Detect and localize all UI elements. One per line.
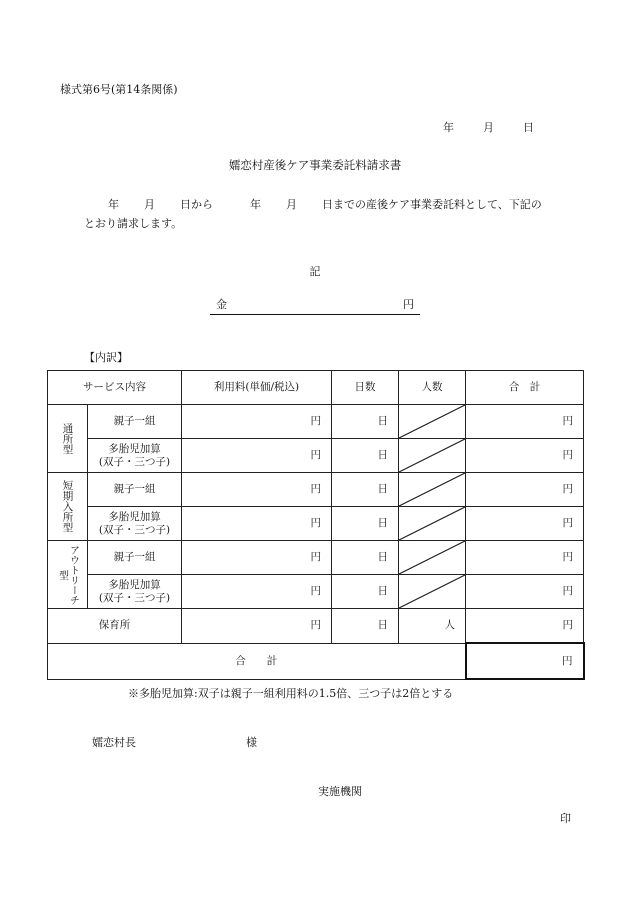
persons-cell-crossed bbox=[399, 405, 466, 439]
persons-cell-crossed bbox=[399, 439, 466, 473]
header-persons: 人数 bbox=[399, 371, 466, 405]
addressee-honorific: 様 bbox=[246, 736, 257, 749]
grand-total-cell: 円 bbox=[466, 643, 584, 679]
days-cell: 日 bbox=[332, 507, 399, 541]
item-label: 親子一組 bbox=[88, 405, 182, 439]
header-fee: 利用料(単価/税込) bbox=[182, 371, 332, 405]
table-row bbox=[48, 473, 584, 507]
total-cell: 円 bbox=[466, 405, 584, 439]
days-cell: 日 bbox=[332, 609, 399, 644]
addressee-name: 嬬恋村長 bbox=[92, 736, 136, 749]
persons-cell-crossed bbox=[399, 541, 466, 575]
days-cell: 日 bbox=[332, 541, 399, 575]
breakdown-table bbox=[47, 370, 585, 680]
fee-cell: 円 bbox=[182, 405, 332, 439]
days-cell: 日 bbox=[332, 473, 399, 507]
table-row bbox=[48, 507, 584, 541]
group-label-short-stay: 短期入所型 bbox=[48, 473, 88, 541]
group-label-outreach: アウトリーチ型 bbox=[48, 541, 88, 609]
amount-prefix: 金 bbox=[216, 298, 227, 311]
table-row-grand-total bbox=[48, 643, 584, 679]
amount-field bbox=[210, 296, 420, 315]
table-row bbox=[48, 439, 584, 473]
persons-cell-crossed bbox=[399, 473, 466, 507]
persons-cell-crossed bbox=[399, 575, 466, 609]
header-service: サービス内容 bbox=[48, 371, 182, 405]
total-cell: 円 bbox=[466, 541, 584, 575]
to-month-label: 月 bbox=[286, 198, 297, 211]
date-line bbox=[443, 119, 534, 135]
form-number: 様式第6号(第14条関係) bbox=[60, 83, 178, 96]
fee-cell: 円 bbox=[182, 473, 332, 507]
days-cell: 日 bbox=[332, 405, 399, 439]
total-cell: 円 bbox=[466, 609, 584, 644]
persons-cell: 人 bbox=[399, 609, 466, 644]
item-label: 多胎児加算 (双子・三つ子) bbox=[88, 575, 182, 609]
total-cell: 円 bbox=[466, 473, 584, 507]
fee-cell: 円 bbox=[182, 541, 332, 575]
total-cell: 円 bbox=[466, 507, 584, 541]
document-title: 嬬恋村産後ケア事業委託料請求書 bbox=[228, 158, 402, 172]
table-row-nursery bbox=[48, 609, 584, 644]
implementing-org-label: 実施機関 bbox=[318, 785, 362, 798]
to-year-label: 年 bbox=[250, 198, 261, 211]
amount-suffix: 円 bbox=[403, 298, 414, 311]
group-label-day-visit: 通所型 bbox=[48, 405, 88, 473]
body-line-2: とおり請求します。 bbox=[84, 217, 183, 230]
grand-total-label: 合 計 bbox=[48, 643, 466, 679]
item-label: 多胎児加算 (双子・三つ子) bbox=[88, 507, 182, 541]
total-cell: 円 bbox=[466, 439, 584, 473]
table-row bbox=[48, 405, 584, 439]
date-day-label: 日 bbox=[523, 121, 534, 134]
header-total: 合 計 bbox=[466, 371, 584, 405]
from-year-label: 年 bbox=[108, 198, 119, 211]
breakdown-label: 【内訳】 bbox=[84, 351, 128, 364]
fee-cell: 円 bbox=[182, 507, 332, 541]
total-cell: 円 bbox=[466, 575, 584, 609]
item-label: 親子一組 bbox=[88, 541, 182, 575]
body-line-1-rest: 日までの産後ケア事業委託料として、下記の bbox=[322, 198, 542, 211]
fee-cell: 円 bbox=[182, 439, 332, 473]
from-month-label: 月 bbox=[144, 198, 155, 211]
item-label: 親子一組 bbox=[88, 473, 182, 507]
ki-heading: 記 bbox=[309, 265, 321, 278]
days-cell: 日 bbox=[332, 575, 399, 609]
persons-cell-crossed bbox=[399, 507, 466, 541]
body-line-1 bbox=[108, 196, 542, 212]
item-label: 多胎児加算 (双子・三つ子) bbox=[88, 439, 182, 473]
table-header-row bbox=[48, 371, 584, 405]
days-cell: 日 bbox=[332, 439, 399, 473]
header-days: 日数 bbox=[332, 371, 399, 405]
nursery-label: 保育所 bbox=[48, 609, 182, 644]
table-row bbox=[48, 541, 584, 575]
table-row bbox=[48, 575, 584, 609]
footnote: ※多胎児加算:双子は親子一組利用料の1.5倍、三つ子は2倍とする bbox=[128, 687, 454, 700]
from-day-label: 日から bbox=[180, 198, 213, 211]
fee-cell: 円 bbox=[182, 609, 332, 644]
date-month-label: 月 bbox=[483, 121, 494, 134]
fee-cell: 円 bbox=[182, 575, 332, 609]
seal-label: 印 bbox=[560, 812, 571, 825]
date-year-label: 年 bbox=[443, 121, 454, 134]
